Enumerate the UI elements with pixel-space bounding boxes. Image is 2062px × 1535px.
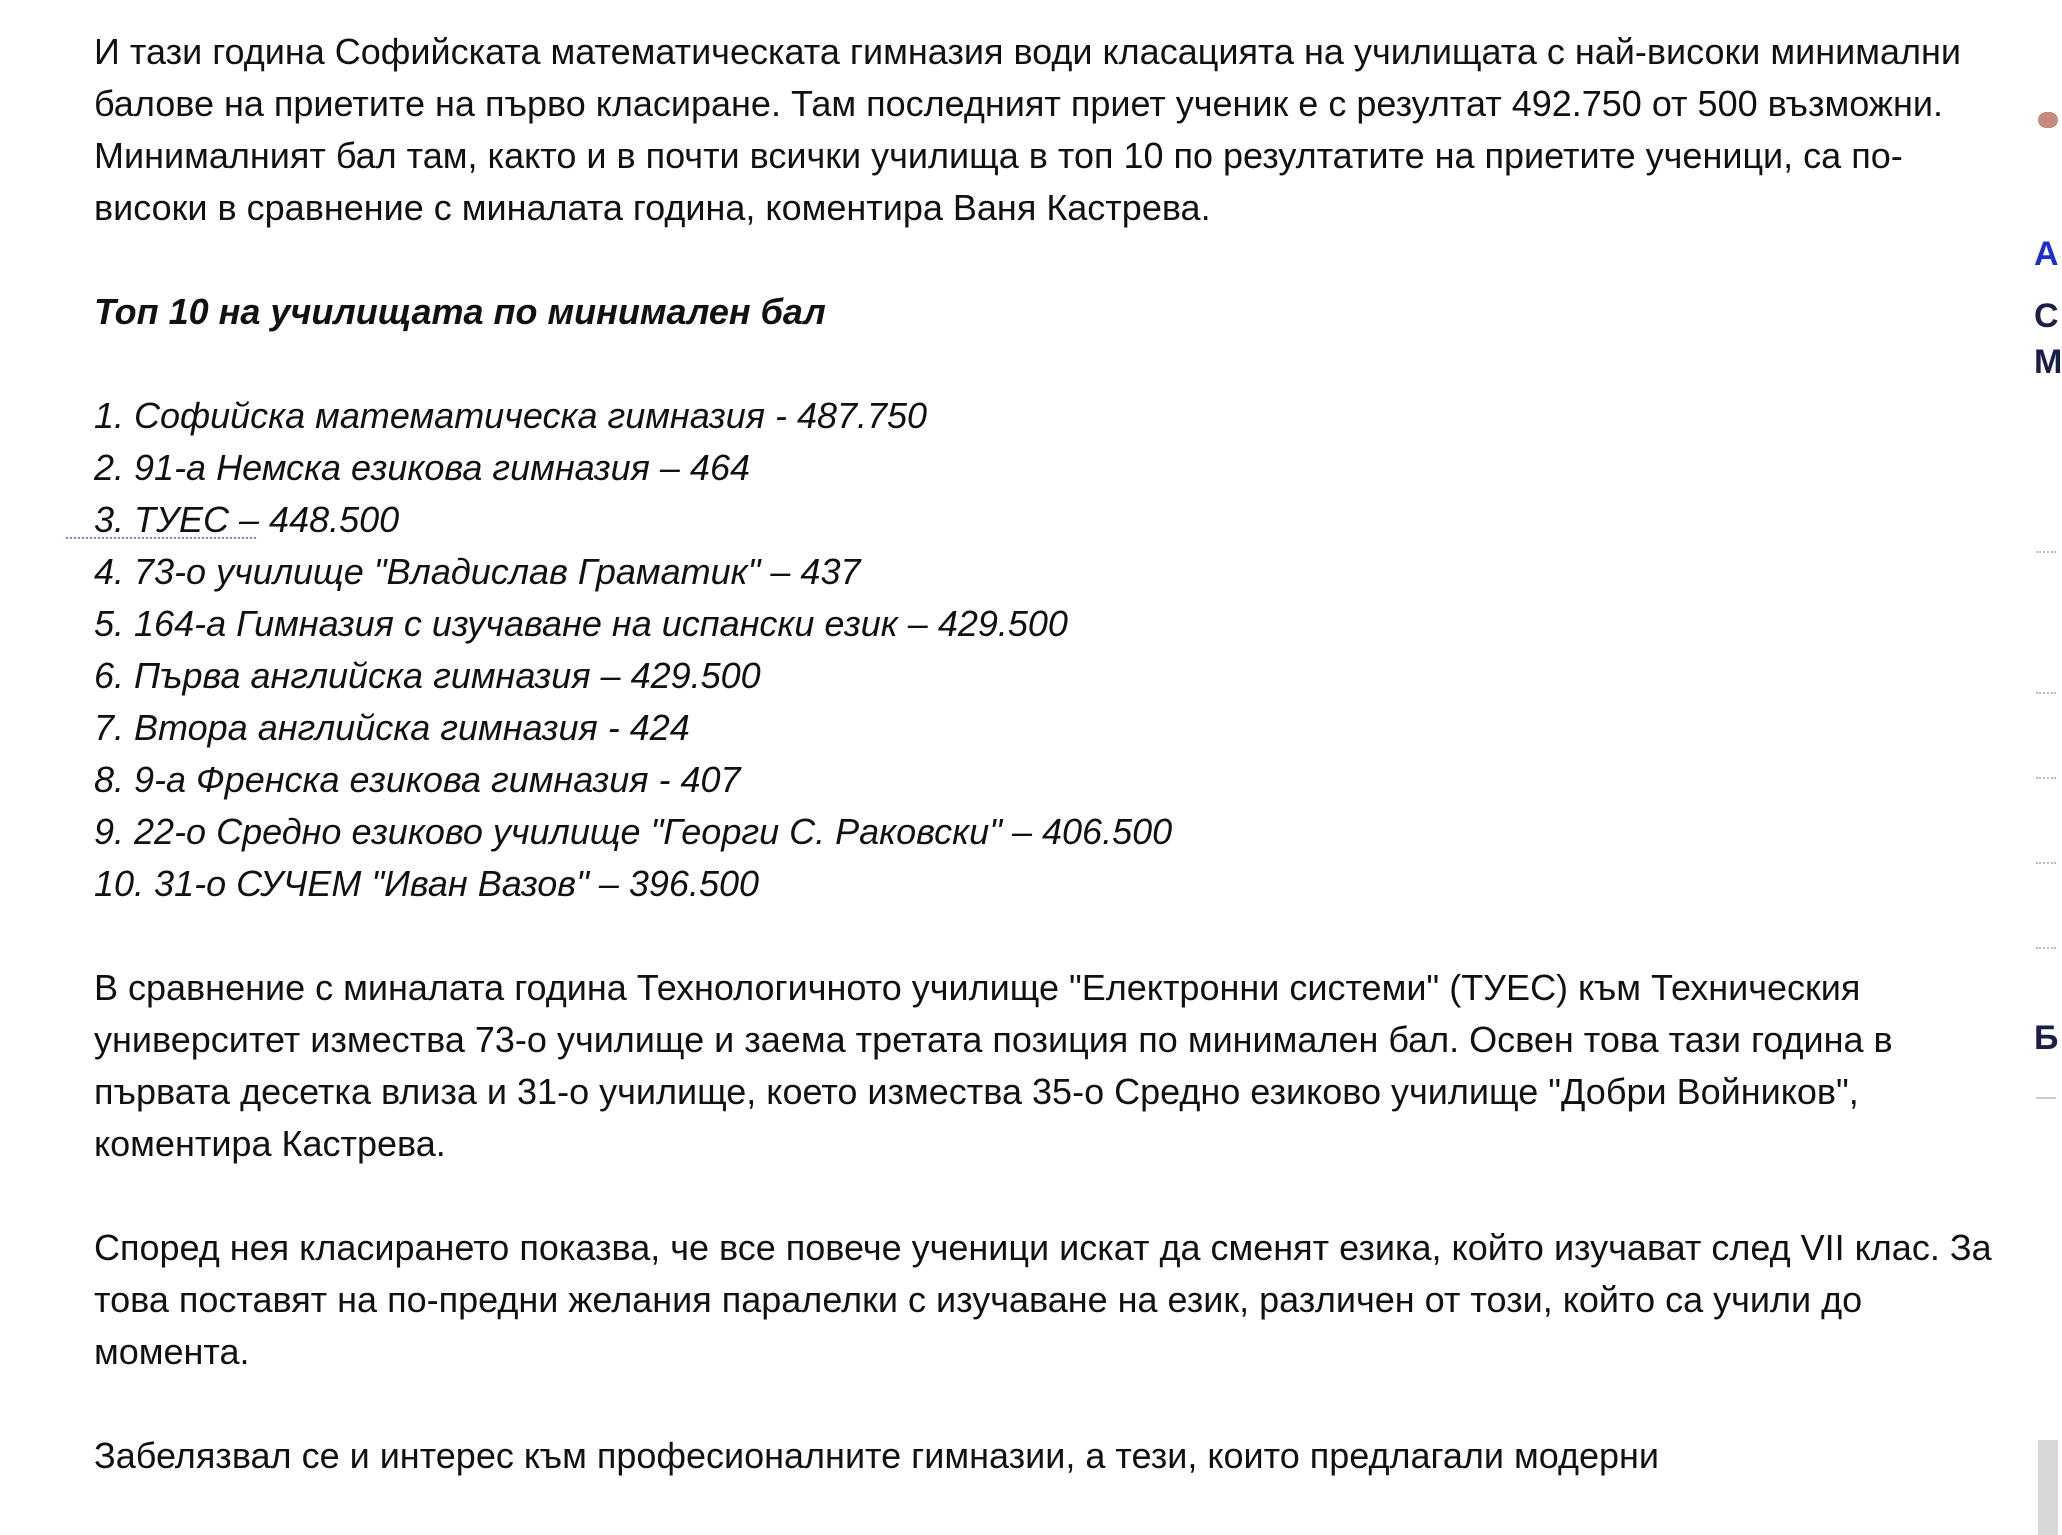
paragraph-2: В сравнение с миналата година Технологичното училище "Електронни системи" (ТУЕС) към Техническия университет измества 73-о училище и заема третата позиция по минимален бал. Освен това тази година в първата десетка влиза и 31-о училище, което измества 35-о Средно езиково училище "Добри Войников", коментира Кастрева. [94,967,1893,1164]
top10-heading: Топ 10 на училищата по минимален бал [94,291,826,332]
scrollbar[interactable] [2038,1440,2058,1535]
dotted-underline [66,537,256,539]
divider [2036,947,2056,949]
divider [2036,777,2056,779]
intro-paragraph: И тази година Софийската математическата гимназия води класацията на училищата с най-високи минимални балове на приетите на първо класиране. Там последният приет ученик е с резултат 492.750 от 500 възможни. Минималният бал там, както и в почти всички училища в топ 10 по резултатите на приетите ученици, са по-високи в сравнение с миналата година, коментира Ваня Кастрева. [94,31,1962,228]
list-item: 2. 91-а Немска езикова гимназия – 464 [94,447,750,488]
paragraph-3: Според нея класирането показва, че все повече ученици искат да сменят езика, който изучават след VII клас. За това поставят на по-предни желания паралелки с изучаване на език, различен от този, който са учили до момента. [94,1227,1992,1372]
top10-list [94,390,1994,910]
list-item: 7. Втора английска гимназия - 424 [94,707,690,748]
list-item: 8. 9-а Френска езикова гимназия - 407 [94,759,741,800]
sidebar-title[interactable]: С [2034,297,2059,335]
sidebar-badge [2038,112,2058,128]
sidebar-section-title: Б [2034,1019,2059,1057]
right-sidebar [2034,0,2062,1535]
sidebar-title[interactable]: М [2034,343,2062,381]
article-body [94,26,1994,1534]
list-item: 1. Софийска математическа гимназия - 487.750 [94,395,928,436]
list-item: 9. 22-о Средно езиково училище "Георги С. Раковски" – 406.500 [94,811,1173,852]
list-item: 5. 164-а Гимназия с изучаване на испански език – 429.500 [94,603,1068,644]
divider [2036,692,2056,694]
list-item: 4. 73-о училище "Владислав Граматик" – 437 [94,551,861,592]
list-item: 10. 31-о СУЧЕМ "Иван Вазов" – 396.500 [94,863,760,904]
divider [2036,551,2056,553]
list-item: 3. ТУЕС – 448.500 [94,499,400,540]
divider [2036,862,2056,864]
paragraph-4: Забелязвал се и интерес към професионалните гимназии, а тези, които предлагали модерни [94,1435,1659,1476]
divider [2036,1097,2056,1099]
list-item: 6. Първа английска гимназия – 429.500 [94,655,761,696]
sidebar-link[interactable]: А [2034,235,2059,273]
